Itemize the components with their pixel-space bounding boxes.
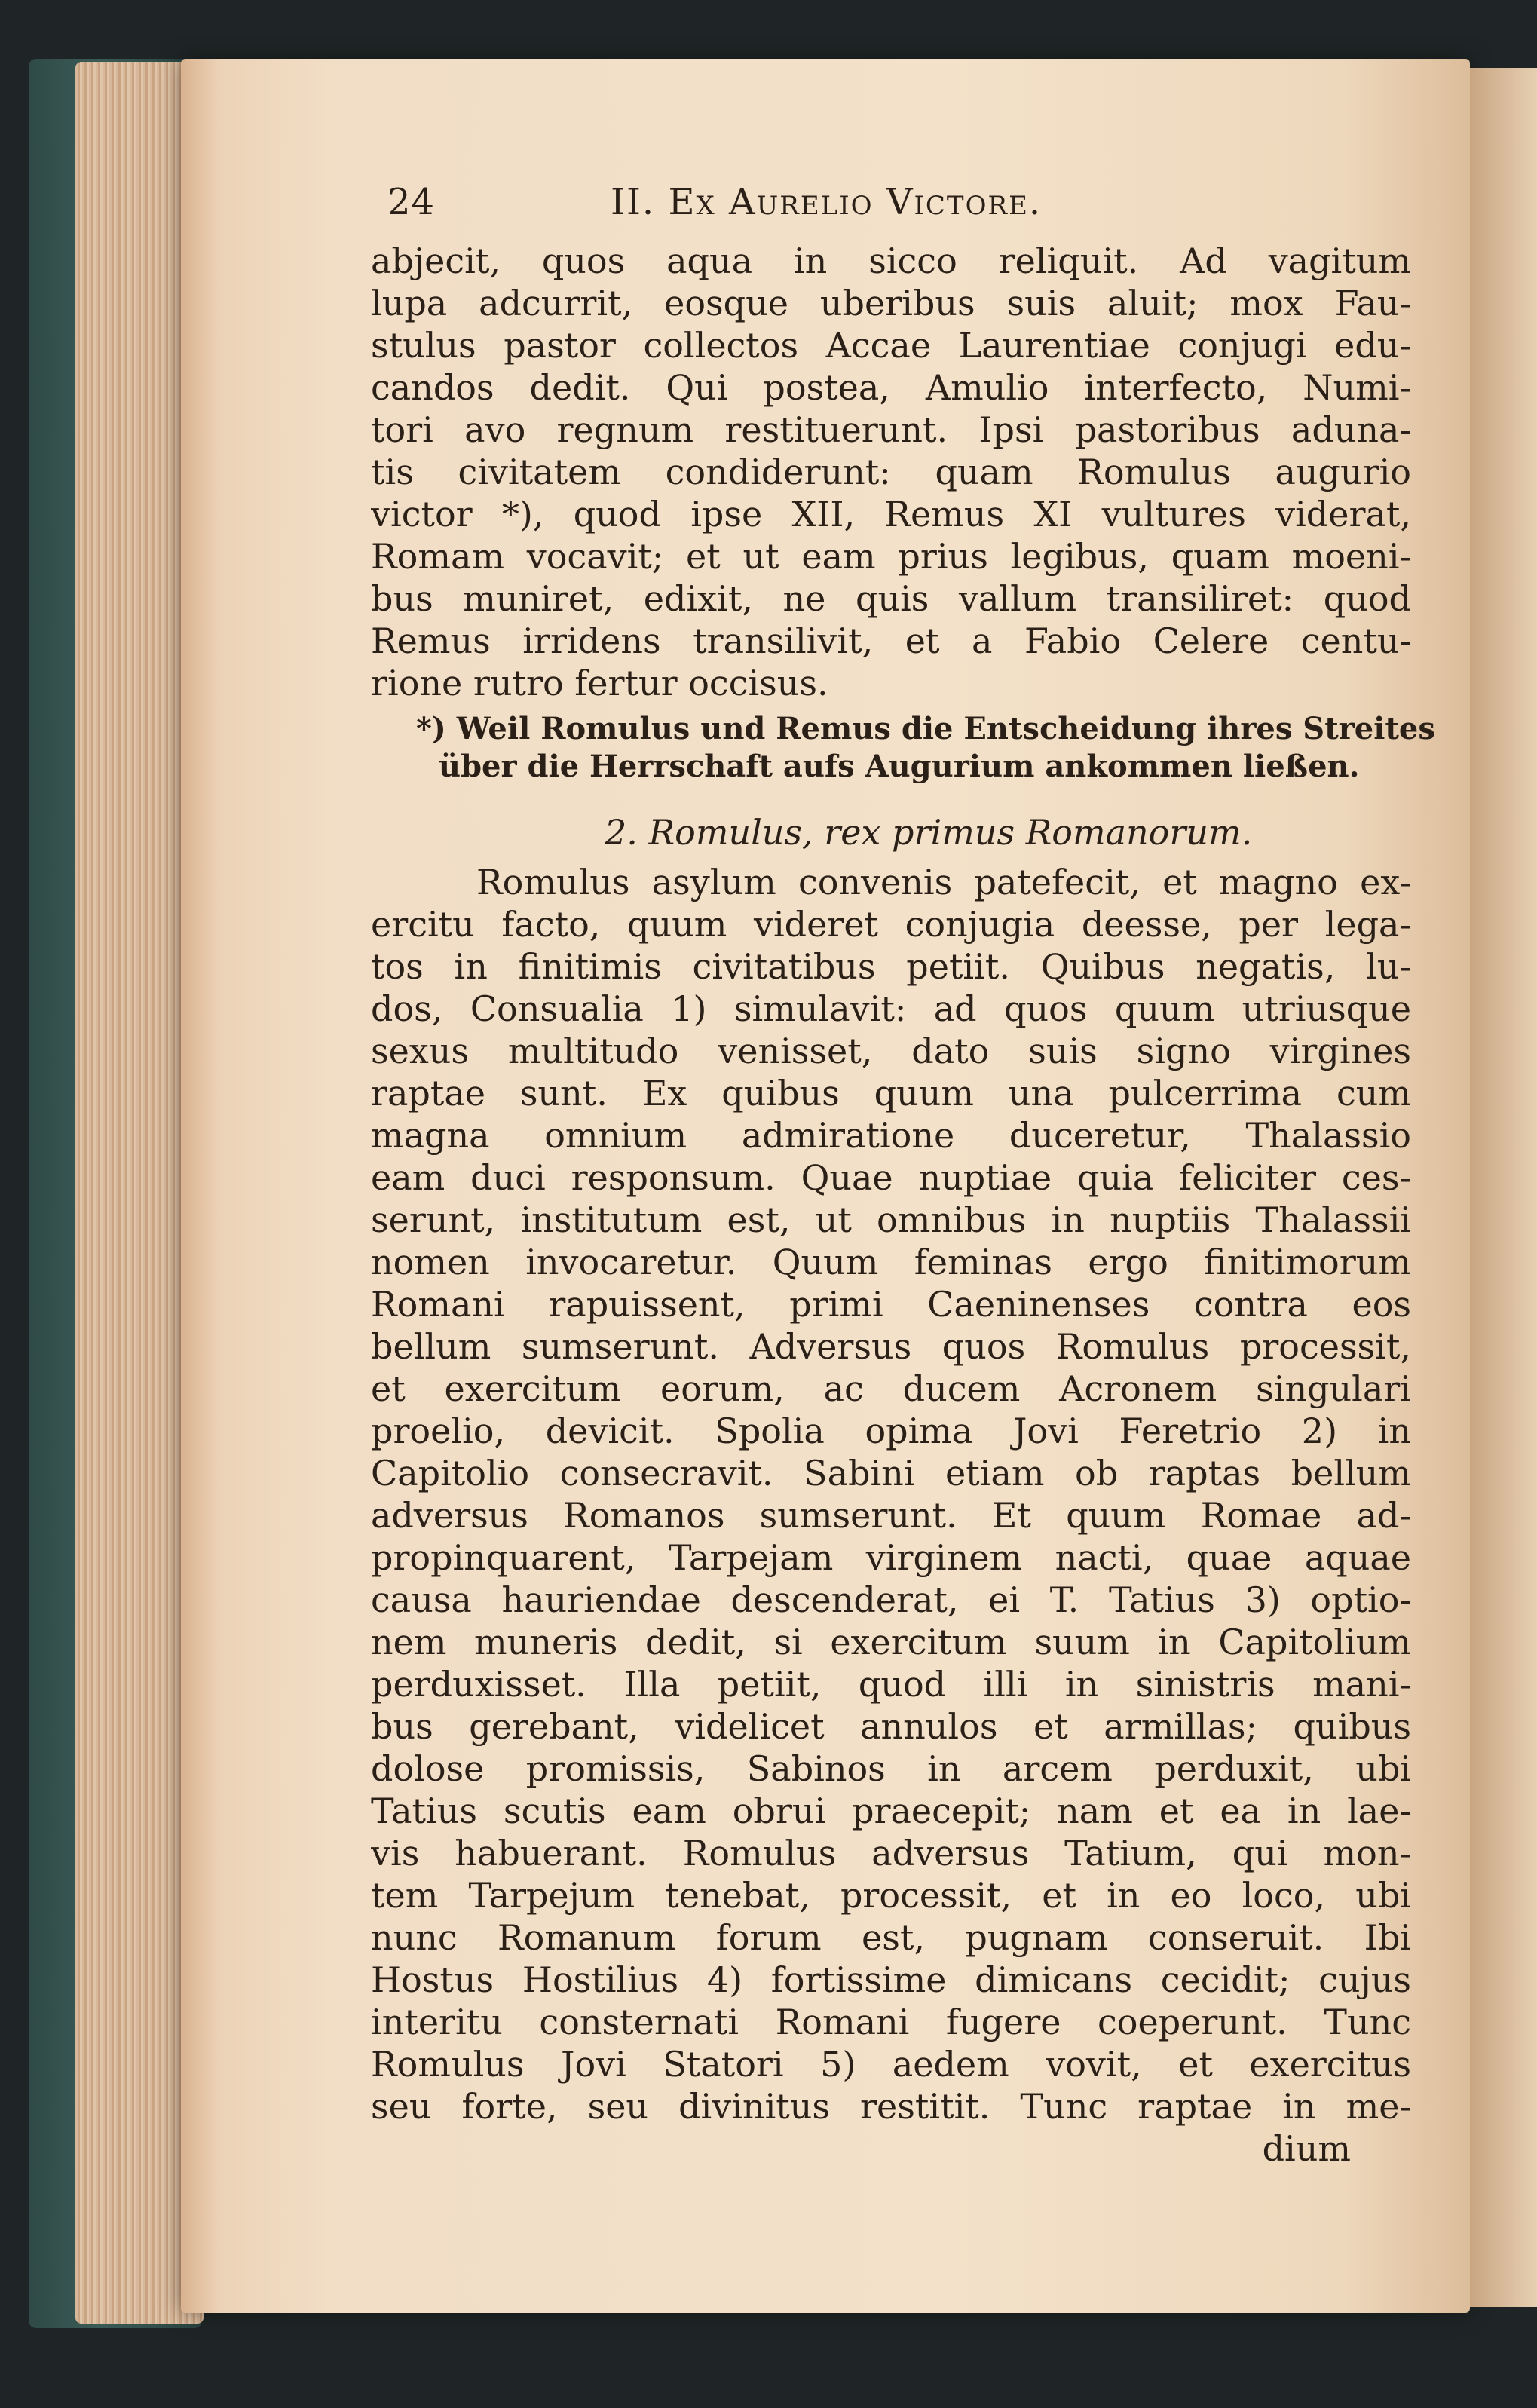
text-line: raptae sunt. Ex quibus quum una pulcerrima cum [371,1073,1411,1114]
text-line: victor *), quod ipse XII, Remus XI vultures viderat, [371,494,1411,535]
section-title: 2. Romulus, rex primus Romanorum. [605,812,1253,853]
text-line: Romulus asylum convenis patefecit, et magno ex- [476,862,1411,902]
paragraph-2 [371,861,1411,2128]
running-head: II. Ex Aurelio Victore. [611,181,1043,223]
text-line: Romulus Jovi Statori 5) aedem vovit, et exercitus [371,2044,1411,2085]
text-line: interitu consternati Romani fugere coeperunt. Tunc [371,2002,1411,2042]
paragraph-1 [371,240,1411,704]
text-line: lupa adcurrit, eosque uberibus suis aluit; mox Fau- [371,283,1411,323]
text-line: sexus multitudo venisset, dato suis signo virgines [371,1031,1411,1071]
text-line: nunc Romanum forum est, pugnam conseruit. Ibi [371,1917,1411,1958]
text-line: abjecit, quos aqua in sicco reliquit. Ad vagitum [371,240,1411,281]
text-line: dolose promissis, Sabinos in arcem perduxit, ubi [371,1748,1411,1789]
text-line: vis habuerant. Romulus adversus Tatium, qui mon- [371,1833,1411,1873]
footnote-line: *) Weil Romulus und Remus die Entscheidung ihres Streites [416,711,1435,746]
page-header [371,172,1411,240]
text-line: bellum sumserunt. Adversus quos Romulus processit, [371,1326,1411,1367]
footnote [371,710,1435,786]
text-line: Tatius scutis eam obrui praecepit; nam et ea in lae- [371,1791,1411,1831]
text-line: perduxisset. Illa petiit, quod illi in sinistris mani- [371,1664,1411,1705]
text-line: ercitu facto, quum videret conjugia deesse, per lega- [371,904,1411,945]
catchword: dium [1262,2128,1351,2169]
text-line: Remus irridens transilivit, et a Fabio Celere centu- [371,620,1411,661]
text-line: tos in finitimis civitatibus petiit. Quibus negatis, lu- [371,946,1411,987]
text-line: nomen invocaretur. Quum feminas ergo finitimorum [371,1242,1411,1282]
text-line: stulus pastor collectos Accae Laurentiae conjugi edu- [371,325,1411,366]
text-line: dos, Consualia 1) simulavit: ad quos quum utriusque [371,988,1411,1029]
text-line: et exercitum eorum, ac ducem Acronem singulari [371,1368,1411,1409]
text-line: proelio, devicit. Spolia opima Jovi Feretrio 2) in [371,1411,1411,1451]
footnote-line: über die Herrschaft aufs Augurium ankommen ließen. [439,749,1360,784]
text-line: Capitolio consecravit. Sabini etiam ob raptas bellum [371,1453,1411,1494]
text-line: adversus Romanos sumserunt. Et quum Romae ad- [371,1495,1411,1536]
text-line-last: rione rutro fertur occisus. [371,663,828,703]
text-line: candos dedit. Qui postea, Amulio interfecto, Numi- [371,367,1411,408]
page-content [371,172,1435,2170]
text-line: Hostus Hostilius 4) fortissime dimicans cecidit; cujus [371,1959,1411,2000]
text-line: eam duci responsum. Quae nuptiae quia feliciter ces- [371,1157,1411,1198]
text-line: tori avo regnum restituerunt. Ipsi pastoribus aduna- [371,409,1411,450]
text-line: magna omnium admiratione duceretur, Thalassio [371,1115,1411,1156]
text-line: serunt, institutum est, ut omnibus in nuptiis Thalassii [371,1199,1411,1240]
text-line: bus muniret, edixit, ne quis vallum transiliret: quod [371,578,1411,619]
text-line: tis civitatem condiderunt: quam Romulus augurio [371,452,1411,492]
text-line: tem Tarpejum tenebat, processit, et in eo loco, ubi [371,1875,1411,1916]
text-line: nem muneris dedit, si exercitum suum in Capitolium [371,1622,1411,1662]
text-line: seu forte, seu divinitus restitit. Tunc raptae in me- [371,2086,1411,2127]
page-number: 24 [387,181,436,223]
text-line: causa hauriendae descenderat, ei T. Tatius 3) optio- [371,1579,1411,1620]
text-line: Romam vocavit; et ut eam prius legibus, quam moeni- [371,536,1411,577]
text-line: Romani rapuissent, primi Caeninenses contra eos [371,1284,1411,1325]
facing-page-edge [1470,68,1537,2307]
text-line: propinquarent, Tarpejam virginem nacti, quae aquae [371,1537,1411,1578]
text-line: bus gerebant, videlicet annulos et armillas; quibus [371,1706,1411,1747]
